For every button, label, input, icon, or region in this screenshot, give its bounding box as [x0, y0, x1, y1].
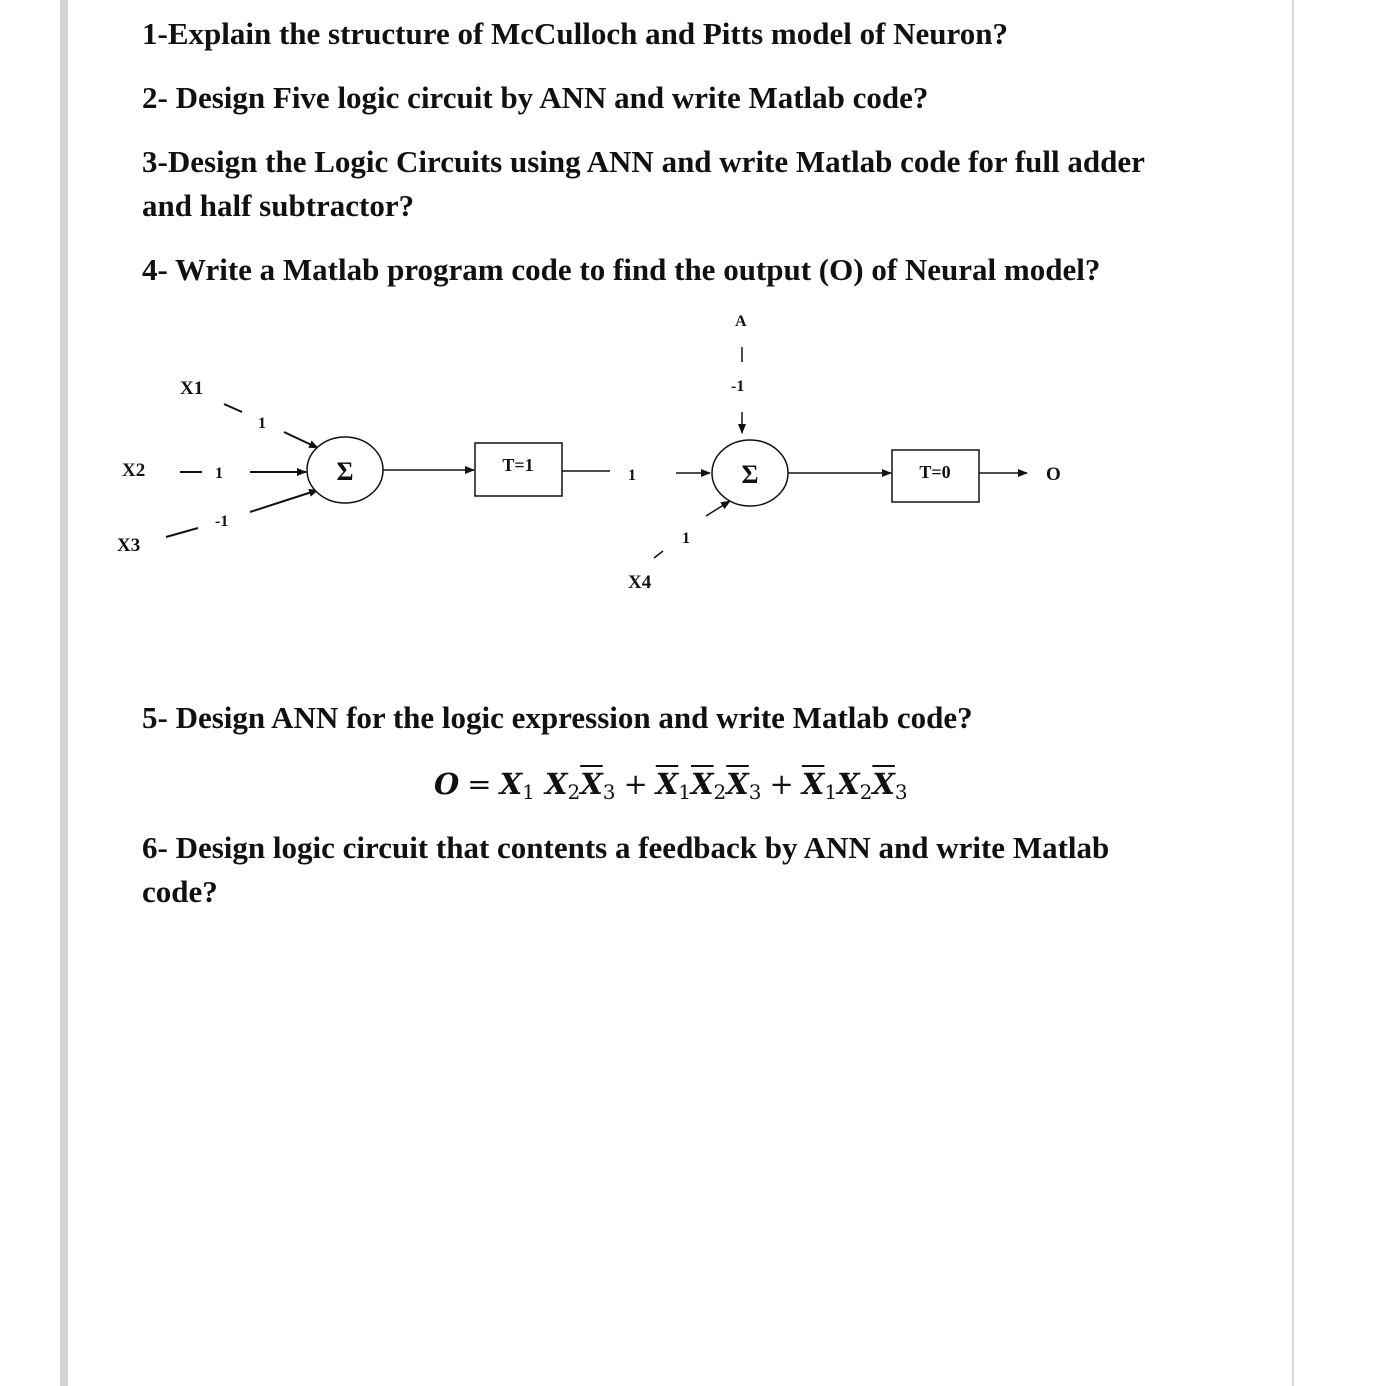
- weight-x2: 1: [215, 465, 223, 482]
- question-4: 4- Write a Matlab program code to find the output (O) of Neural model?: [142, 252, 1101, 287]
- expr-equals: =: [467, 767, 492, 801]
- page-right-edge: [1292, 0, 1294, 1386]
- question-2: 2- Design Five logic circuit by ANN and write Matlab code?: [142, 80, 929, 115]
- input-x2-label: X2: [122, 460, 146, 481]
- input-x3-label: X3: [117, 535, 141, 556]
- x3-line-segment: [166, 528, 198, 537]
- x4-line-segment: [654, 551, 663, 558]
- x1-arrow: [284, 432, 318, 448]
- expr-plus-1: +: [623, 767, 648, 801]
- weight-feed: 1: [628, 467, 636, 484]
- output-label: O: [1046, 464, 1061, 485]
- question-5: 5- Design ANN for the logic expression and write Matlab code?: [142, 700, 973, 735]
- input-x1-label: X1: [180, 378, 204, 399]
- logic-expression: $O = X_1$ $X_2\overline{X}_3 + \overline{X}_1\overline{X}_2\overline{X}_3 + \overline{X}_1X_2\overline{X}_3$: [434, 767, 908, 804]
- term1-x1: X: [499, 767, 523, 801]
- expr-plus-2: +: [769, 767, 794, 801]
- question-6-line-1: 6- Design logic circuit that contents a feedback by ANN and write Matlab: [142, 830, 1110, 865]
- term2-x2-bar: $\overline{X}$: [691, 767, 714, 801]
- question-3-line-1: 3-Design the Logic Circuits using ANN and write Matlab code for full adder: [142, 144, 1145, 179]
- input-a-label: A: [735, 313, 747, 330]
- x1-line-segment: [224, 404, 242, 412]
- term1-x3-bar: $\overline{X}$: [580, 767, 603, 801]
- weight-a: -1: [731, 378, 745, 395]
- weight-x3: -1: [215, 513, 229, 530]
- term3-x1-bar: $\overline{X}$: [801, 767, 825, 801]
- threshold-1-label: T=1: [502, 455, 534, 475]
- weight-x1: 1: [258, 415, 266, 432]
- x3-arrow: [250, 490, 318, 512]
- expr-lhs: O: [434, 767, 460, 801]
- neural-model-diagram: [0, 290, 1386, 610]
- question-1: 1-Explain the structure of McCulloch and Pitts model of Neuron?: [142, 16, 1008, 51]
- input-x4-label: X4: [628, 572, 652, 593]
- page-left-edge: [60, 0, 68, 1386]
- term2-x3-bar: $\overline{X}$: [726, 767, 749, 801]
- x4-arrow: [706, 501, 730, 516]
- question-6-line-2: code?: [142, 874, 218, 909]
- neuron-2-sigma: Σ: [741, 460, 759, 489]
- term3-x3-bar: $\overline{X}$: [872, 767, 895, 801]
- neuron-1-sigma: Σ: [336, 457, 354, 486]
- question-3-line-2: and half subtractor?: [142, 188, 415, 223]
- term2-x1-bar: $\overline{X}$: [655, 767, 679, 801]
- threshold-2-label: T=0: [919, 462, 951, 482]
- term3-x2: X: [837, 767, 860, 801]
- weight-x4: 1: [682, 530, 690, 547]
